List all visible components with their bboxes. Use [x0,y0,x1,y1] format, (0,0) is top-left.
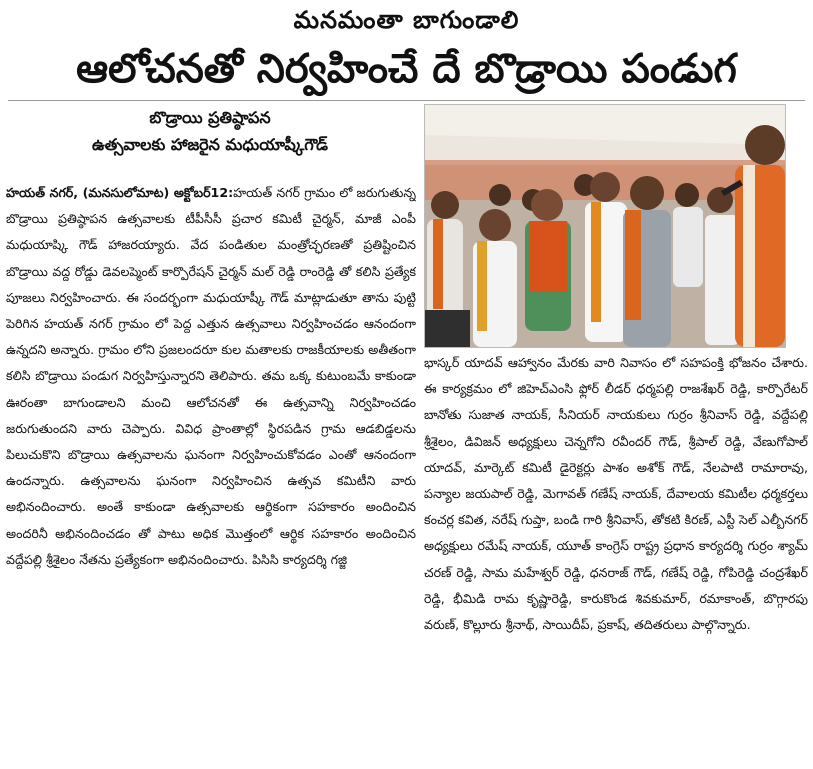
kicker: మనమంతా బాగుండాలి [293,6,520,34]
dateline: హయత్ నగర్, (మనసులోమాట) అక్టోబర్12: [6,185,234,200]
news-photo [424,104,786,348]
subheading-line2: ఉత్సవాలకు హాజరైన మధుయాష్కీగౌడ్ [91,135,329,154]
article-body-right [424,350,808,760]
headline-rule [8,100,805,101]
headline: ఆలోచనతో నిర్వహించే దే బొడ్రాయి పండుగ [76,46,737,92]
photo-illustration [425,105,785,347]
body-left-text: హయత్ నగర్ గ్రామం లో జరుగుతున్న బొడ్రాయి ప్రతిష్ఠాపన ఉత్సవాలకు టీపీసీసీ ప్రచార కమిటీ చైర్మన్, మాజీ ఎంపీ మధుయాష్కి గౌడ్ హాజరయ్యారు. వేద పండితుల మంత్రోచ్ఛరణతో ప్రతిష్టించిన బొడ్రాయి వద్ద రోడ్డు డెవలప్మెంట్ కార్పొరేషన్ చైర్మన్ మల్ రెడ్డి రాంరెడ్డి తో కలిసి ప్రత్యేక పూజలు నిర్వహించారు. ఈ సందర్భంగా మధుయాష్కీ గౌడ్ మాట్లాడుతూ తాను పుట్టి పెరిగిన హయత్ నగర్ గ్రామం లో పెద్ద ఎత్తున ఉత్సవాలు నిర్వహించడం ఆనందంగా ఉన్నదని అన్నారు. గ్రామం లోని ప్రజలందరూ కుల మతాలకు రాజకీయాలకు అతీతంగా కలిసి బొడ్రాయి పండుగ నిర్వహిస్తున్నారని తెలిపారు. తమ ఒక్క కుటుంబమే కాకుండా ఊరంతా బాగుండాలని మంచి ఆలోచనతో ఈ ఉత్సవాన్ని నిర్వహించడం జరుగుతుందని వారు చెప్పారు. వివిధ ప్రాంతాల్లో స్థిరపడిన గ్రామ ఆడబిడ్డలను పిలుచుకొని బొడ్రాయి ఉత్సవాలను ఘనంగా నిర్వహించుకోవడం ఎంతో ఆనందంగా ఉందన్నారు. ఉత్సవాలను ఘనంగా నిర్వహించిన ఉత్సవ కమిటీని వారు అభినందించారు. అంతే కాకుండా ఉత్సవాలకు ఆర్థికంగా సహకారం అందించిన అందరినీ అభినందించడం తో పాటు అధిక మొత్తంలో ఆర్థిక సహకారం అందించిన వద్దేపల్లి శ్రీశైలం నేతను ప్రత్యేకంగా అభినందించారు. పిసిసి కార్యదర్శి గజ్జి [6,185,416,567]
article-body-left [6,180,416,765]
body-right-text: భాస్కర్ యాదవ్ ఆహ్వానం మేరకు వారి నివాసం లో సహపంక్తి భోజనం చేశారు. ఈ కార్యక్రమం లో జిహెచ్ఎంసి ఫ్లోర్ లీడర్ ధర్మపల్లి రాజశేఖర్ రెడ్డి, కార్పొరేటర్ బానోతు సుజాత నాయక్, సీనియర్ నాయకులు గుర్రం శ్రీనివాస్ రెడ్డి, వద్దేపల్లి శ్రీశైలం, డివిజన్ అధ్యక్షులు చెన్నగోని రవీందర్ గౌడ్, శ్రీపాల్ రెడ్డి, వేణుగోపాల్ యాదవ్, మార్కెట్ కమిటీ డైరెక్టర్లు పాశం అశోక్ గౌడ్, నేలపాటి రామారావు, పన్యాల జయపాల్ రెడ్డి, మెగావత్ గణేష్ నాయక్, దేవాలయ కమిటీల ధర్మకర్తలు కంచర్ల కవిత, నరేష్ గుప్తా, బండి గారి శ్రీనివాస్, తోకటి కిరణ్, ఎస్టీ సెల్ ఎల్బీనగర్ అధ్యక్షులు రమేష్ నాయక్, యూత్ కాంగ్రెస్ రాష్ట్ర ప్రధాన కార్యదర్శి గుర్రం శ్యామ్ చరణ్ రెడ్డి, సామ మహేశ్వర్ రెడ్డి, ధనరాజ్ గౌడ్, గణేష్ రెడ్డి, గోపిరెడ్డి చంద్రశేఖర్ రెడ్డి, భీమిడి రామ కృష్ణారెడ్డి, కారుకొండ శివకుమార్, రమాకాంత్, బొగ్గారపు వరుణ్, కొల్లూరు శ్రీనాథ్, సాయిదీప్, ప్రకాష్, తదితరులు పాల్గొన్నారు. [424,355,808,633]
subheading-line1: బొడ్రాయి ప్రతిష్ఠాపన [149,108,271,127]
